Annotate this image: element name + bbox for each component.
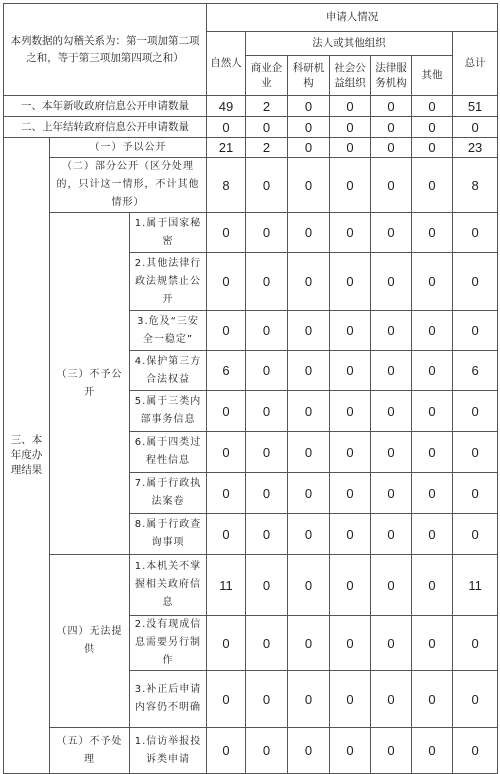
not-public-label: （三）不予公开 — [50, 213, 130, 555]
cell: 0 — [207, 616, 246, 671]
row-label: 7.属于行政执法案卷 — [130, 473, 207, 514]
cell: 0 — [207, 473, 246, 514]
cell: 0 — [330, 351, 371, 391]
cell: 0 — [412, 555, 453, 616]
cell: 0 — [288, 138, 330, 158]
cell: 0 — [246, 351, 288, 391]
table-row — [4, 158, 498, 213]
cell: 0 — [412, 117, 453, 138]
cell: 0 — [371, 616, 412, 671]
cell: 0 — [371, 213, 412, 253]
cell: 0 — [330, 311, 371, 351]
cell: 0 — [330, 432, 371, 473]
row-label: 3.危及“三安全一稳定” — [130, 311, 207, 351]
cell: 0 — [330, 616, 371, 671]
cell: 0 — [412, 96, 453, 117]
cell: 0 — [330, 158, 371, 213]
cell: 0 — [288, 671, 330, 728]
row-label: 一、本年新收政府信息公开申请数量 — [4, 96, 207, 117]
cell: 8 — [207, 158, 246, 213]
cell: 0 — [371, 432, 412, 473]
cell: 0 — [288, 473, 330, 514]
cell: 0 — [453, 514, 498, 555]
col-public-welfare: 社会公益组织 — [330, 56, 371, 96]
cell: 0 — [371, 253, 412, 311]
cell: 0 — [288, 158, 330, 213]
cell: 0 — [288, 253, 330, 311]
cell: 0 — [330, 391, 371, 432]
cell: 6 — [207, 351, 246, 391]
cell: 0 — [246, 158, 288, 213]
table-row — [4, 555, 498, 616]
cell: 0 — [288, 311, 330, 351]
col-natural-person: 自然人 — [207, 32, 246, 96]
row-label: 2.其他法律行政法规禁止公开 — [130, 253, 207, 311]
cell: 0 — [288, 616, 330, 671]
row-label: 1.信访举报投诉类申请 — [130, 728, 207, 774]
cell: 0 — [246, 117, 288, 138]
row-label: 2.没有现成信息需要另行制作 — [130, 616, 207, 671]
row-label: 1.本机关不掌握相关政府信息 — [130, 555, 207, 616]
cell: 0 — [453, 616, 498, 671]
table-row — [4, 213, 498, 253]
cell: 0 — [453, 117, 498, 138]
cell: 0 — [371, 391, 412, 432]
handled-label: 三、本年度办理结果 — [4, 138, 50, 774]
table-row — [4, 728, 498, 774]
cell: 0 — [453, 728, 498, 774]
row-label: 二、上年结转政府信息公开申请数量 — [4, 117, 207, 138]
table-row — [4, 117, 498, 138]
row-label: （一）予以公开 — [50, 138, 207, 158]
col-research: 科研机构 — [288, 56, 330, 96]
cell: 6 — [453, 351, 498, 391]
cell: 0 — [288, 117, 330, 138]
cell: 0 — [371, 311, 412, 351]
cell: 0 — [371, 138, 412, 158]
row-label: 4.保护第三方合法权益 — [130, 351, 207, 391]
cell: 0 — [207, 117, 246, 138]
cell: 0 — [453, 253, 498, 311]
cell: 0 — [207, 311, 246, 351]
cell: 0 — [246, 514, 288, 555]
cell: 0 — [412, 311, 453, 351]
cell: 51 — [453, 96, 498, 117]
cell: 0 — [371, 514, 412, 555]
cell: 0 — [246, 555, 288, 616]
cell: 0 — [330, 253, 371, 311]
cell: 0 — [330, 117, 371, 138]
cell: 0 — [330, 728, 371, 774]
col-other: 其他 — [412, 56, 453, 96]
gov-info-disclosure-table — [3, 3, 498, 774]
cell: 0 — [246, 473, 288, 514]
cell: 0 — [412, 391, 453, 432]
cell: 0 — [246, 391, 288, 432]
row-label: 6.属于四类过程性信息 — [130, 432, 207, 473]
cell: 0 — [330, 138, 371, 158]
cell: 0 — [207, 514, 246, 555]
cell: 0 — [453, 671, 498, 728]
cell: 0 — [330, 96, 371, 117]
table-row — [4, 96, 498, 117]
header-legal-group: 法人或其他组织 — [246, 32, 453, 56]
cell: 0 — [207, 728, 246, 774]
cell: 8 — [453, 158, 498, 213]
col-legal-service: 法律服务机构 — [371, 56, 412, 96]
cell: 0 — [371, 158, 412, 213]
row-label: （二）部分公开（区分处理的，只计这一情形，不计其他情形） — [50, 158, 207, 213]
cell: 0 — [453, 213, 498, 253]
cell: 0 — [246, 432, 288, 473]
cell: 0 — [371, 96, 412, 117]
no-process-label: （五）不予处理 — [50, 728, 130, 774]
cell: 0 — [330, 213, 371, 253]
cell: 0 — [288, 213, 330, 253]
cell: 0 — [207, 391, 246, 432]
row-label: 1.属于国家秘密 — [130, 213, 207, 253]
cell: 11 — [453, 555, 498, 616]
cell: 0 — [207, 253, 246, 311]
cell: 0 — [371, 473, 412, 514]
row-label: 8.属于行政查询事项 — [130, 514, 207, 555]
cell: 0 — [453, 432, 498, 473]
cell: 0 — [330, 555, 371, 616]
cell: 0 — [453, 391, 498, 432]
cell: 0 — [412, 158, 453, 213]
cell: 0 — [288, 96, 330, 117]
cell: 11 — [207, 555, 246, 616]
cell: 0 — [371, 728, 412, 774]
cell: 21 — [207, 138, 246, 158]
cell: 0 — [412, 213, 453, 253]
cell: 0 — [412, 728, 453, 774]
cell: 0 — [288, 432, 330, 473]
cell: 0 — [412, 253, 453, 311]
cell: 0 — [288, 728, 330, 774]
cell: 0 — [246, 311, 288, 351]
cell: 0 — [207, 213, 246, 253]
cell: 0 — [288, 555, 330, 616]
cell: 0 — [412, 514, 453, 555]
unable-label: （四）无法提供 — [50, 555, 130, 728]
row-label: 5.属于三类内部事务信息 — [130, 391, 207, 432]
cell: 49 — [207, 96, 246, 117]
cell: 0 — [412, 473, 453, 514]
cell: 0 — [207, 432, 246, 473]
cell: 0 — [330, 473, 371, 514]
cell: 0 — [246, 253, 288, 311]
cell: 0 — [246, 616, 288, 671]
cell: 0 — [412, 616, 453, 671]
cell: 0 — [412, 671, 453, 728]
header-applicant: 申请人情况 — [207, 4, 498, 32]
cell: 0 — [453, 473, 498, 514]
cell: 2 — [246, 138, 288, 158]
cell: 0 — [207, 671, 246, 728]
cell: 0 — [288, 391, 330, 432]
col-business: 商业企业 — [246, 56, 288, 96]
cell: 23 — [453, 138, 498, 158]
table-row — [4, 138, 498, 158]
cell: 2 — [246, 96, 288, 117]
cell: 0 — [330, 671, 371, 728]
cell: 0 — [412, 432, 453, 473]
cell: 0 — [453, 311, 498, 351]
cell: 0 — [371, 671, 412, 728]
cell: 0 — [412, 138, 453, 158]
cell: 0 — [412, 351, 453, 391]
cell: 0 — [371, 555, 412, 616]
cell: 0 — [371, 117, 412, 138]
cell: 0 — [371, 351, 412, 391]
col-total: 总计 — [453, 32, 498, 96]
cell: 0 — [330, 514, 371, 555]
cell: 0 — [246, 671, 288, 728]
cell: 0 — [246, 728, 288, 774]
row-label: 3.补正后申请内容仍不明确 — [130, 671, 207, 728]
header-note: 本列数据的勾稽关系为：第一项加第二项之和，等于第三项加第四项之和） — [4, 4, 207, 96]
cell: 0 — [288, 351, 330, 391]
cell: 0 — [288, 514, 330, 555]
cell: 0 — [246, 213, 288, 253]
